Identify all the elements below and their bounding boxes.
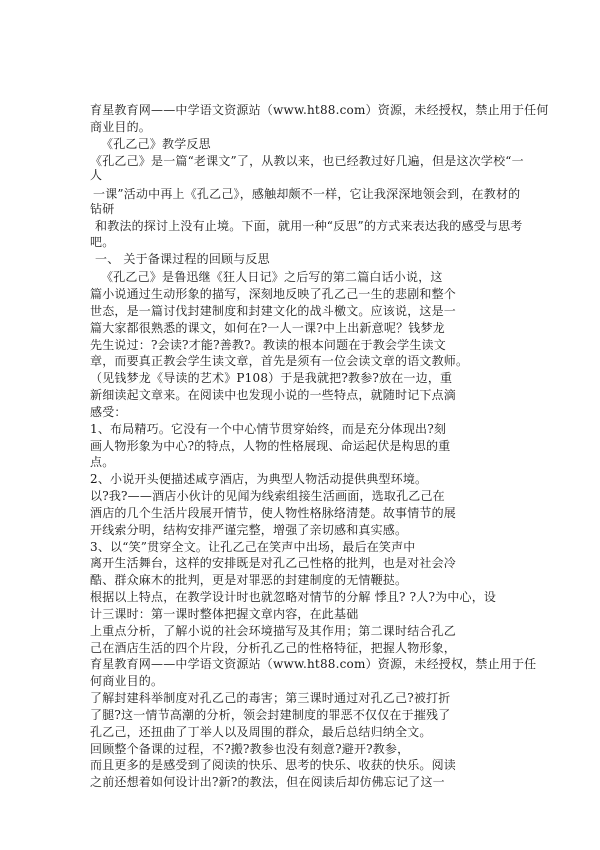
paragraph-line: 《孔乙己》是鲁迅继《狂人日记》之后写的第二篇白话小说，这 [101, 270, 443, 284]
paragraph-line: 酒店的几个生活片段展开情节，使人物性格脉络清楚。故事情节的展 [90, 506, 457, 520]
paragraph-line: 了腿?这一情节高潮的分析，领会封建制度的罪恶不仅仅在于摧残了 [90, 708, 451, 722]
paragraph-line: 人 [90, 168, 103, 182]
document-title: 《孔乙己》教学反思 [101, 137, 211, 151]
paragraph-line: 孔乙己，还扭曲了丁举人以及周围的群众，最后总结归纳全文。 [90, 725, 432, 739]
paragraph-line: 感受： [90, 405, 127, 419]
paragraph-line: 了解封建科举制度对孔乙己的毒害；第三课时通过对孔乙己?被打折 [90, 691, 451, 705]
paragraph-line: 先生说过：?会读?才能?善教?。教读的根本问题在于教会学生读文 [90, 338, 446, 352]
paragraph-line: 吧。 [90, 235, 115, 249]
paragraph-line: 之前还想着如何设计出?新?的教法，但在阅读后却仿佛忘记了这一 [90, 775, 445, 789]
header-notice-line-1: 育星教育网——中学语文资源站（www.ht88.com）资源，未经授权，禁止用于任 [90, 657, 537, 671]
paragraph-line: 新细读起文章来。在阅读中也发现小说的一些特点，就随时记下点滴 [90, 388, 457, 402]
paragraph-line: 而且更多的是感受到了阅读的快乐、思考的快乐、收获的快乐。阅读 [90, 758, 457, 772]
paragraph-line: 根据以上特点，在教学设计时也就忽略对情节的分解 悸且? ?人?为中心，设 [90, 590, 497, 604]
paragraph-line: 点。 [90, 455, 115, 469]
header-notice-line-2: 何商业目的。 [90, 674, 164, 688]
paragraph-line: 3、以“笑”贯穿全文。让孔乙己在笑声中出场，最后在笑声中 [90, 540, 416, 554]
paragraph-line: 离开生活舞台，这样的安排既是对孔乙己性格的批判，也是对社会冷 [90, 556, 457, 570]
paragraph-line: 开线索分明，结构安排严谨完整，增强了亲切感和真实感。 [90, 523, 408, 537]
paragraph-line: 和教法的探讨上没有止境。下面，就用一种“反思”的方式来表达我的感受与思考 [95, 219, 523, 233]
paragraph-line: 《孔乙己》是一篇“老课文”了，从教以来，也已经教过好几遍，但是这次学校“一 [90, 154, 524, 168]
paragraph-line: 1、布局精巧。它没有一个中心情节贯穿始终，而是充分体现出?刻 [90, 422, 447, 436]
paragraph-line: 回顾整个备课的过程，不?搬?教参也没有刻意?避开?教参， [90, 742, 410, 756]
header-notice-line-2: 商业目的。 [90, 120, 152, 134]
paragraph-line: 2、小说开头便描述咸亨酒店，为典型人物活动提供典型环境。 [90, 472, 428, 486]
paragraph-line: 上重点分析，了解小说的社会环境描写及其作用；第二课时结合孔乙 [90, 624, 457, 638]
paragraph-line: 一课”活动中再上《孔乙己》，感触却颇不一样，它让我深深地领会到，在教材的 [93, 187, 521, 201]
paragraph-line: 章，而要真正教会学生读文章，首先是须有一位会读文章的语文教师。 [90, 354, 469, 368]
paragraph-line: 世态，是一篇讨伐封建制度和封建文化的战斗檄文。应该说，这是一 [90, 304, 457, 318]
paragraph-line: 画人物形象为中心?的特点，人物的性格展现、命运起伏是构思的重 [90, 439, 451, 453]
paragraph-line: 计三课时：第一课时整体把握文章内容，在此基础 [90, 607, 359, 621]
paragraph-line: 钻研 [90, 202, 115, 216]
paragraph-line: （见钱梦龙《导读的艺术》P108）于是我就把?教参?放在一边，重 [90, 371, 453, 385]
header-notice-line-1: 育星教育网——中学语文资源站（www.ht88.com）资源，未经授权，禁止用于任何 [90, 103, 549, 117]
paragraph-line: 酷、群众麻木的批判，更是对罪恶的封建制度的无情鞭挞。 [90, 573, 408, 587]
paragraph-line: 己在酒店生活的四个片段，分析孔乙己的性格特征，把握人物形象， [90, 641, 457, 655]
paragraph-line: 篇小说通过生动形象的描写，深刻地反映了孔乙己一生的悲剧和整个 [90, 287, 457, 301]
paragraph-line: 以?我?——酒店小伙计的见闻为线索组接生活画面，选取孔乙己在 [90, 489, 445, 503]
paragraph-line: 篇大家都很熟悉的课文，如何在?一人一课?中上出新意呢？钱梦龙 [90, 321, 445, 335]
section-heading: 一、 关于备课过程的回顾与反思 [95, 252, 270, 266]
